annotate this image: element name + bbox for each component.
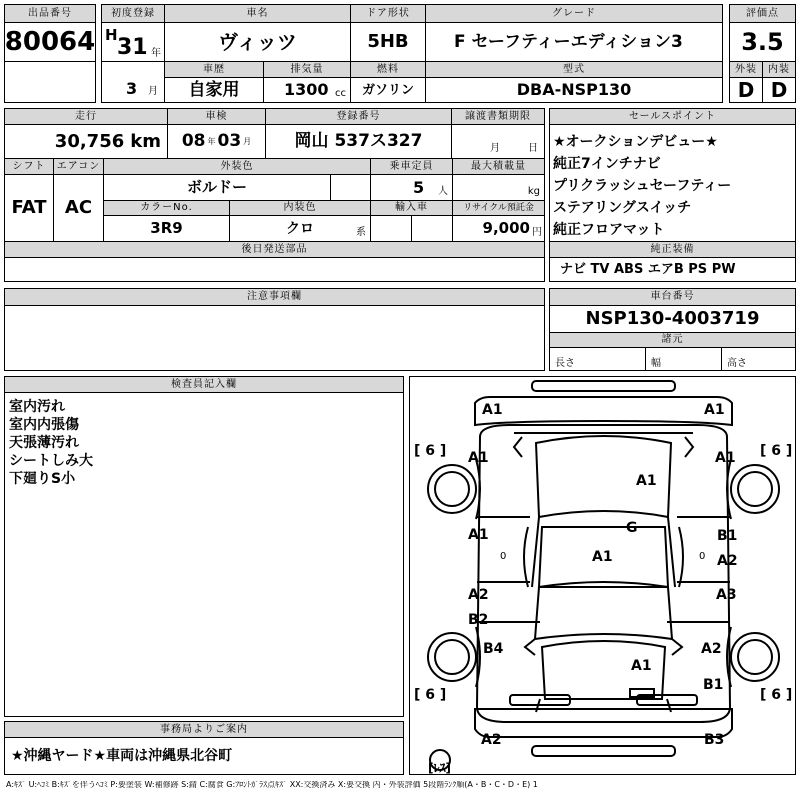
mileage-value: 30,756 [54,130,125,152]
int-color-cell [229,215,371,242]
lot-number-label: 出品番号 [4,4,96,23]
import-cell-1 [370,215,412,242]
recycle-value: 9,000 [482,219,530,237]
ext-color-value: ボルドー [103,174,331,201]
mark-rear-bumper-left: A2 [481,732,502,748]
height-label: 高さ [727,358,747,369]
history-label: 車歴 [164,61,264,78]
inspection-label: 車検 [167,108,266,125]
mark-quarter-rear-right-low: B1 [703,677,724,693]
car-name-label: 車名 [164,4,351,23]
length-cell [549,347,646,371]
office-value: ★沖縄ヤード★車両は沖縄県北谷町 [4,737,404,775]
month-unit: 月 [148,86,158,97]
equipment-label: 純正装備 [549,241,796,258]
inspector-line: シートしみ大 [9,453,93,469]
registration-value: 岡山 537ス327 [265,124,452,159]
width-label: 幅 [651,358,661,369]
chassis-value: NSP130-4003719 [549,305,796,333]
transfer-deadline-cell [451,124,545,159]
door-label: ドア形状 [350,4,426,23]
color-no-label: カラーNo. [103,200,230,216]
displacement-unit: cc [335,88,346,99]
ext-color-blank [330,174,371,201]
height-cell [721,347,796,371]
inspector-label: 検査員記入欄 [4,376,404,393]
later-parts-cell [4,257,545,282]
inspection-year-unit: 年 [207,136,216,146]
year-value: 31 [117,35,148,60]
mark-rear-bumper-right: B3 [704,732,725,748]
exterior-value: D [729,77,763,103]
import-cell-2 [411,215,453,242]
exterior-label: 外装 [729,61,763,78]
mark-door-rear-right: A3 [716,587,737,603]
later-parts-label: 後日発送部品 [4,241,545,258]
tire-rear-left: [ 6 ] [414,687,447,703]
interior-label: 内装 [762,61,796,78]
score-value: 3.5 [729,22,796,62]
inspector-line: 室内汚れ [9,399,65,415]
damage-diagram [409,376,796,775]
recycle-cell [452,215,545,242]
displacement-label: 排気量 [263,61,351,78]
legend-text: A:ｷｽﾞ U:ﾍｺﾐ B:ｷｽﾞを伴うﾍｺﾐ P:要塗装 W:補修跡 S:錆 C:腐食 G:ﾌﾛﾝﾄｶﾞﾗｽ点ｷｽﾞ XX:交換済み X:要交換 内・外装評価 5段階ﾗﾝｸ順(A・B・C・D・E) 1 [6,781,538,789]
car-name-value: ヴィッツ [164,22,351,62]
inspector-line: 下廻りS小 [9,471,76,487]
recycle-label: リサイクル預託金 [452,200,545,216]
mark-door-front-right-1: B1 [717,528,738,544]
mark-roof: A1 [592,549,613,565]
max-load-label: 最大積載量 [452,158,545,175]
displacement-cell [263,77,351,103]
inspection-month-unit: 月 [243,136,252,146]
sales-point: プリクラッシュセーフティー [553,178,732,194]
notes-label: 注意事項欄 [4,288,545,306]
mark-door-front-right-sub: 0 [699,551,706,562]
mark-fender-front-right: A1 [715,450,736,466]
mark-door-rear-left-1: A2 [468,587,489,603]
tire-rear-right: [ 6 ] [760,687,793,703]
score-label: 評価点 [729,4,796,23]
lot-blank [4,61,96,103]
model-value: DBA-NSP130 [425,77,723,103]
grade-label: グレード [425,4,723,23]
mark-door-front-left: A1 [468,527,489,543]
import-label: 輸入車 [370,200,453,216]
mark-bonnet: A1 [636,473,657,489]
ac-label: エアコン [53,158,104,175]
transfer-month-unit: 月 [490,143,500,154]
model-label: 型式 [425,61,723,78]
mileage-label: 走行 [4,108,168,125]
specs-label: 諸元 [549,332,796,348]
recycle-unit: 円 [532,227,542,238]
inspector-line: 天張薄汚れ [9,435,79,451]
capacity-cell [370,174,453,201]
mark-door-front-left-sub: 0 [500,551,507,562]
mark-front-bumper-right: A1 [704,402,725,418]
sales-point: ステアリングスイッチ [553,200,692,216]
year-unit: 年 [151,48,161,59]
grade-value: F セーフティーエディション3 [425,22,723,62]
office-label: 事務局よりご案内 [4,721,404,738]
max-load-cell [452,174,545,201]
sales-point: 純正7インチナビ [553,156,661,172]
registration-label: 登録番号 [265,108,452,125]
capacity-unit: 人 [438,186,448,197]
int-color-unit: 系 [356,227,366,238]
transfer-day-unit: 日 [528,143,538,154]
inspection-year: 08 [181,131,206,151]
mark-trunk: A1 [631,658,652,674]
color-no-value: 3R9 [103,215,230,242]
inspection-cell [167,124,266,159]
length-label: 長さ [555,358,575,369]
first-reg-year-cell [101,22,165,62]
shift-label: シフト [4,158,54,175]
displacement-value: 1300 [284,80,329,99]
sales-points-label: セールスポイント [549,108,796,125]
spare-tire-label: [ﾚｽ] [428,761,451,775]
mark-windshield: G [626,520,638,536]
equipment-value: ナビ TV ABS エアB PS PW [549,257,796,282]
int-color-value: クロ [286,220,314,237]
max-load-unit: kg [527,186,540,197]
sales-point: ★オークションデビュー★ [553,134,718,150]
transfer-deadline-label: 譲渡書類期限 [451,108,545,125]
mark-quarter-rear-left: B4 [483,641,504,657]
interior-value: D [762,77,796,103]
lot-number-value: 80064 [4,22,96,62]
width-cell [645,347,722,371]
capacity-value: 5 [413,177,425,197]
mileage-cell [4,124,168,159]
sales-point: 純正フロアマット [553,222,665,238]
fuel-label: 燃料 [350,61,426,78]
first-reg-month-cell [101,61,165,103]
ac-value: AC [53,174,104,242]
history-value: 自家用 [164,77,264,103]
mark-fender-front-left: A1 [468,450,489,466]
inspector-line: 室内内張傷 [9,417,79,433]
inspector-notes-box [4,392,404,717]
shift-value: FAT [4,174,54,242]
mark-door-rear-left-2: B2 [468,612,489,628]
mileage-unit: km [130,130,161,152]
mark-quarter-rear-right: A2 [701,641,722,657]
int-color-label: 内装色 [229,200,371,216]
month-value: 3 [126,79,138,98]
sales-points-box [549,124,796,242]
tire-front-right: [ 6 ] [760,443,793,459]
capacity-label: 乗車定員 [370,158,453,175]
ext-color-label: 外装色 [103,158,371,175]
door-value: 5HB [350,22,426,62]
era-value: H [105,26,118,44]
inspection-month: 03 [217,131,242,151]
car-outline-svg [410,377,796,775]
mark-door-front-right-2: A2 [717,553,738,569]
tire-front-left: [ 6 ] [414,443,447,459]
chassis-label: 車台番号 [549,288,796,306]
notes-box [4,305,545,371]
first-reg-label: 初度登録 [101,4,165,23]
fuel-value: ガソリン [350,77,426,103]
mark-front-bumper-left: A1 [482,402,503,418]
